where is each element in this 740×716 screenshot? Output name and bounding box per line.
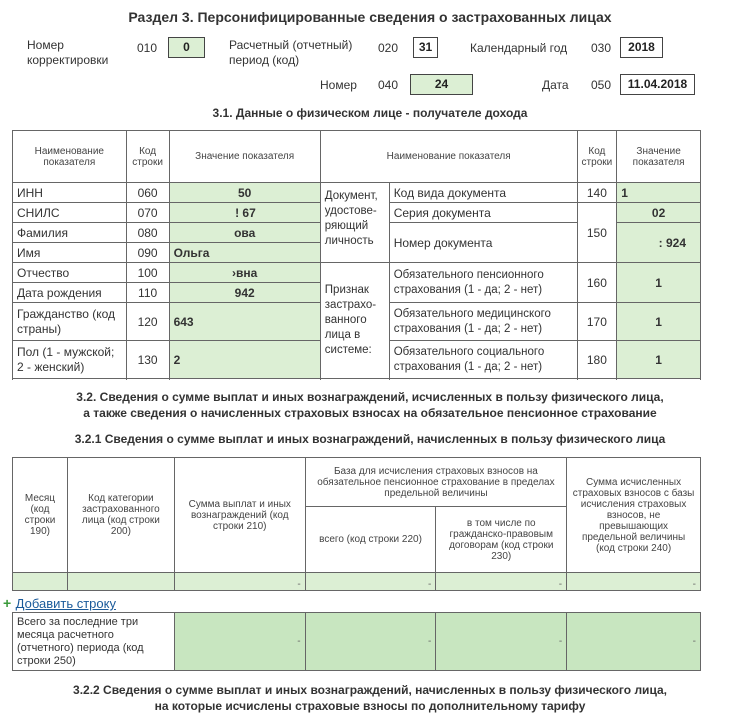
s32-title (0, 389, 740, 421)
row-surname-code: 080 (126, 223, 169, 243)
surname-field[interactable]: ова (169, 223, 320, 243)
row-citizenship-label: Гражданство (код страны) (13, 303, 127, 341)
col-civil-header: в том числе по гражданско-правовым договорам (код строки 230) (436, 507, 567, 573)
month-field[interactable] (13, 573, 68, 591)
s31-title: 3.1. Данные о физическом лице - получателе дохода (212, 106, 528, 120)
doc-type-field[interactable]: 1 (617, 183, 701, 203)
social-ins-code: 180 (577, 341, 617, 379)
row-name-label: Имя (13, 243, 127, 263)
number-label: Номер (320, 78, 357, 92)
number-code: 040 (378, 78, 399, 92)
period-label: Расчетный (отчетный) период (код) (229, 38, 353, 67)
col-name-header: Наименование показателя (13, 131, 127, 183)
s322-title-line1: 3.2.2 Сведения о сумме выплат и иных вознаграждений, начисленных в пользу физического лица, (73, 683, 667, 697)
year-label: Календарный год (470, 41, 568, 55)
date-label: Дата (542, 78, 569, 92)
doc-series-label: Серия документа (389, 203, 577, 223)
row-snils-label: СНИЛС (13, 203, 127, 223)
s322-title-line2: на которые исчислены страховые взносы по дополнительному тарифу (154, 699, 586, 713)
doc-number-field[interactable]: : 924 (617, 223, 701, 263)
row-citizenship-code: 120 (126, 303, 169, 341)
row-inn-code: 060 (126, 183, 169, 203)
year-field[interactable]: 2018 (620, 37, 663, 58)
col-contrib-header: Сумма исчисленных страховых взносов с базы исчисления страховых взносов, не превышающих предельной величины (код строки 240) (567, 458, 701, 573)
patronymic-field[interactable]: ›вна (169, 263, 320, 283)
doc-series-code: 150 (577, 203, 617, 263)
row-snils-code: 070 (126, 203, 169, 223)
birthdate-field[interactable]: 942 (169, 283, 320, 303)
totals-label: Всего за последние три месяца расчетного (отчетного) периода (код строки 250) (13, 613, 175, 671)
row-gender-label: Пол (1 - мужской; 2 - женский) (13, 341, 127, 379)
payments-table (12, 457, 701, 591)
col-base-header: База для исчисления страховых взносов на обязательное пенсионное страхование в пределах предельной величины (305, 458, 566, 507)
row-birthdate-code: 110 (126, 283, 169, 303)
s32-title-line1: 3.2. Сведения о сумме выплат и иных вознаграждений, исчисленных в пользу физического лица, (76, 390, 664, 404)
pension-ins-code: 160 (577, 263, 617, 303)
civil-field[interactable]: - (436, 573, 567, 591)
row-birthdate-label: Дата рождения (13, 283, 127, 303)
medical-ins-code: 170 (577, 303, 617, 341)
insured-group-label: Признак застрахо-ванного лица в системе: (320, 263, 389, 379)
col-code-header: Код строки (126, 131, 169, 183)
col-sum-header: Сумма выплат и иных вознаграждений (код строки 210) (174, 458, 305, 573)
category-field[interactable] (67, 573, 174, 591)
sum-field[interactable]: - (174, 573, 305, 591)
doc-type-code: 140 (577, 183, 617, 203)
col-name-header-right: Наименование показателя (320, 131, 577, 183)
col-month-header: Месяц (код строки 190) (13, 458, 68, 573)
totals-table (12, 612, 701, 671)
correction-field[interactable]: 0 (168, 37, 205, 58)
row-patronymic-label: Отчество (13, 263, 127, 283)
snils-field[interactable]: ǃ 67 (169, 203, 320, 223)
add-row-button[interactable] (3, 595, 116, 613)
pension-ins-field[interactable]: 1 (617, 263, 701, 303)
medical-ins-label: Обязательного медицинского страхования (1 - да; 2 - нет) (389, 303, 577, 341)
total-sum-field: - (174, 613, 305, 671)
row-gender-code: 130 (126, 341, 169, 379)
social-ins-field[interactable]: 1 (617, 341, 701, 379)
col-total-header: всего (код строки 220) (305, 507, 436, 573)
inn-field[interactable]: 50 (169, 183, 320, 203)
contrib-field[interactable]: - (567, 573, 701, 591)
s321-title: 3.2.1 Сведения о сумме выплат и иных вознаграждений, начисленных в пользу физического лица (74, 432, 666, 446)
medical-ins-field[interactable]: 1 (617, 303, 701, 341)
date-field[interactable]: 11.04.2018 (620, 74, 695, 95)
date-code: 050 (591, 78, 612, 92)
row-patronymic-code: 100 (126, 263, 169, 283)
correction-label: Номер корректировки (27, 38, 109, 67)
row-inn-label: ИНН (13, 183, 127, 203)
add-row-link[interactable]: Добавить строку (15, 596, 116, 611)
s32-title-line2: а также сведения о начисленных страховых взносах на обязательное пенсионное страхование (83, 406, 657, 420)
table-row (13, 573, 701, 591)
s322-title (0, 682, 740, 714)
col-value-header-right: Значение показателя (617, 131, 701, 183)
col-value-header: Значение показателя (169, 131, 320, 183)
col-category-header: Код категории застрахованного лица (код строки 200) (67, 458, 174, 573)
social-ins-label: Обязательного социального страхования (1 - да; 2 - нет) (389, 341, 577, 379)
period-field[interactable]: 31 (413, 37, 438, 58)
plus-icon: + (3, 595, 12, 611)
doc-group-label: Документ, удостове-ряющий личность (320, 183, 389, 263)
correction-code: 010 (137, 41, 158, 55)
doc-series-field[interactable]: 02 (617, 203, 701, 223)
pension-ins-label: Обязательного пенсионного страхования (1 - да; 2 - нет) (389, 263, 577, 303)
col-code-header-right: Код строки (577, 131, 617, 183)
gender-field[interactable]: 2 (169, 341, 320, 379)
total-civil-field: - (436, 613, 567, 671)
total-contrib-field: - (567, 613, 701, 671)
total-base-field: - (305, 613, 436, 671)
citizenship-field[interactable]: 643 (169, 303, 320, 341)
section-title: Раздел 3. Персонифицированные сведения о застрахованных лицах (128, 9, 612, 25)
personal-data-table (12, 130, 701, 379)
year-code: 030 (591, 41, 612, 55)
row-name-code: 090 (126, 243, 169, 263)
total-field[interactable]: - (305, 573, 436, 591)
period-code: 020 (378, 41, 399, 55)
row-surname-label: Фамилия (13, 223, 127, 243)
number-field[interactable]: 24 (410, 74, 473, 95)
doc-type-label: Код вида документа (389, 183, 577, 203)
doc-number-label: Номер документа (389, 223, 577, 263)
name-field[interactable]: Ольга (169, 243, 320, 263)
